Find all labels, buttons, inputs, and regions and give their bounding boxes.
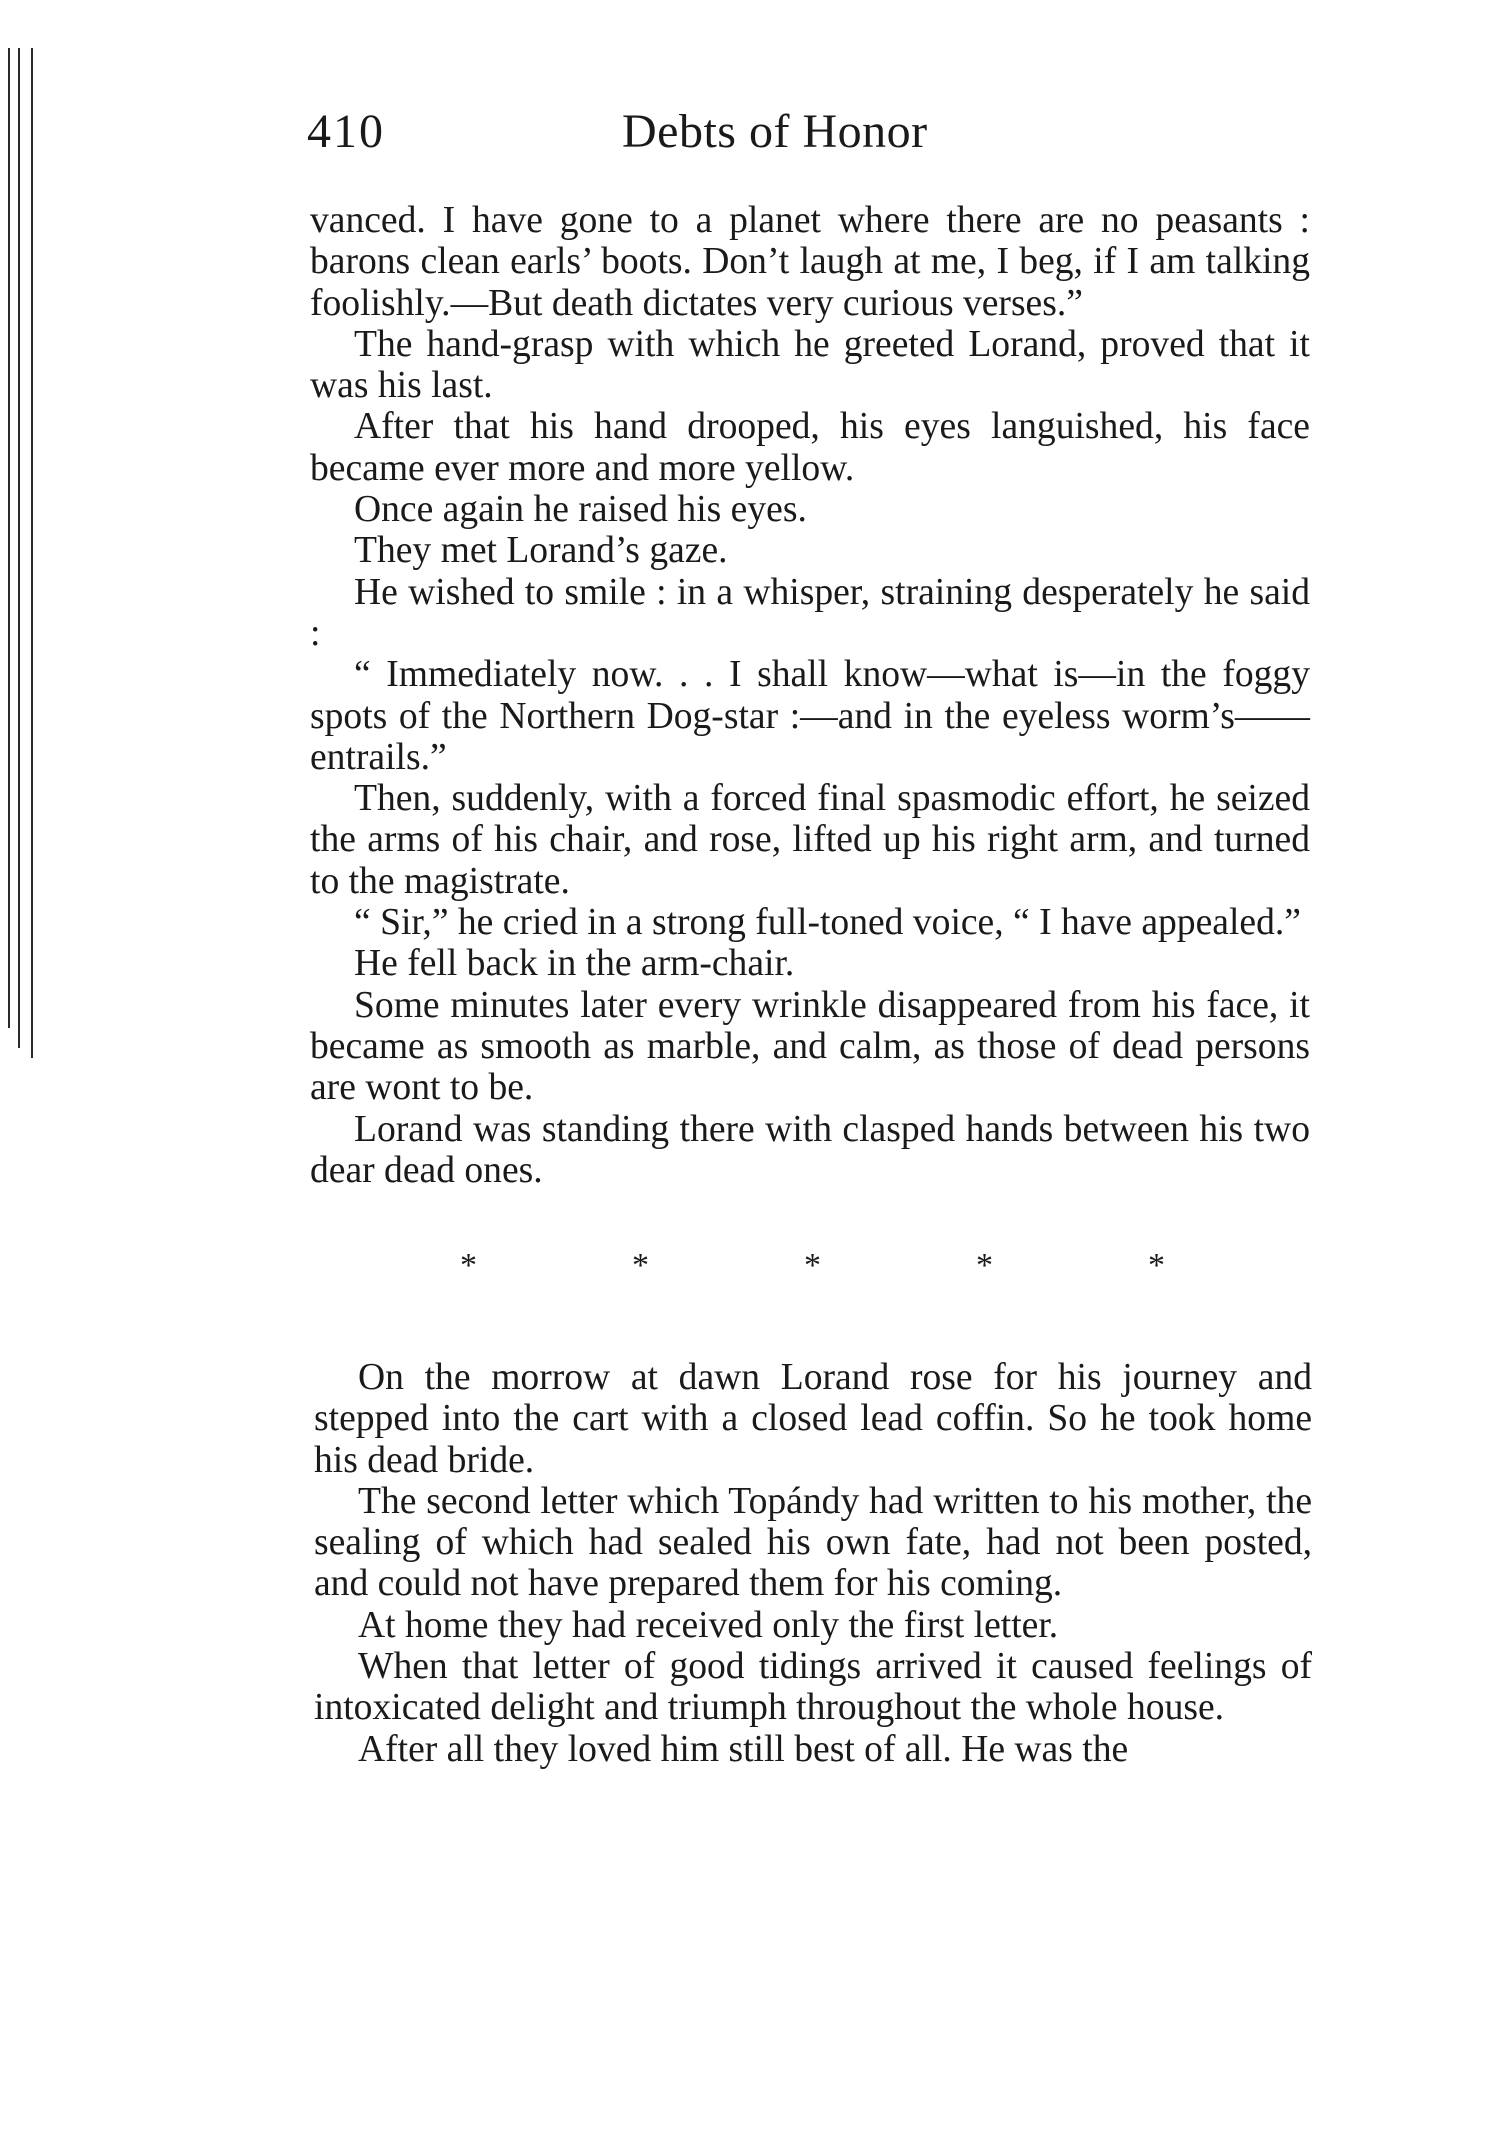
paragraph: On the morrow at dawn Lorand rose for his journey and stepped into the cart with a closed lead coffin. So he took home his dead bride. [314,1357,1312,1481]
paragraph: The hand-grasp with which he greeted Lorand, proved that it was his last. [310,323,1310,407]
paragraph: The second letter which Topándy had written to his mother, the sealing of which had sealed his own fate, had not been posted, and could not have prepared them for his coming. [314,1480,1312,1605]
paragraph: Some minutes later every wrinkle disappeared from his face, it became as smooth as marble, and calm, as those of dead persons are wont to be. [310,984,1310,1109]
asterisk: * [976,1247,993,1285]
binding-edge-line [18,48,20,1048]
asterisk: * [460,1247,477,1285]
paragraph: After that his hand drooped, his eyes languished, his face became ever more and more yellow. [310,406,1310,489]
binding-edge-line [8,48,10,1028]
paragraph: At home they had received only the first letter. [358,1604,1059,1646]
paragraph: He fell back in the arm-chair. [354,943,795,985]
paragraph: “ Sir,” he cried in a strong full-toned voice, “ I have appealed.” [354,902,1301,944]
paragraph: After all they loved him still best of all. He was the [358,1728,1129,1770]
asterisk: * [1148,1247,1165,1285]
paragraph: Once again he raised his eyes. [354,489,807,531]
asterisk: * [632,1247,649,1285]
paragraph: Then, suddenly, with a forced final spasmodic effort, he seized the arms of his chair, and rose, lifted up his right arm, and turned to the magistrate. [310,778,1310,902]
paragraph: “ Immediately now. . . I shall know—what is—in the foggy spots of the Northern Dog-star :—and in the eyeless worm’s——entrails.” [310,654,1310,778]
running-title: Debts of Honor [622,105,928,158]
page-number: 410 [307,105,385,158]
paragraph: He wished to smile : in a whisper, straining desperately he said : [310,571,1310,654]
asterisk: * [804,1247,821,1285]
paragraph: When that letter of good tidings arrived it caused feelings of intoxicated delight and triumph throughout the whole house. [314,1646,1312,1729]
paragraph: They met Lorand’s gaze. [354,530,728,572]
section-break [460,1231,1165,1301]
body-text-lower [314,1357,1312,1770]
binding-edge-line [31,48,33,1058]
body-text-upper [310,200,1310,1301]
paragraph: Lorand was standing there with clasped hands between his two dear dead ones. [310,1108,1310,1191]
paragraph: vanced. I have gone to a planet where there are no peasants : barons clean earls’ boots. Don’t laugh at me, I beg, if I am talking foolishly.—But death dictates very curious verses.” [310,200,1310,324]
